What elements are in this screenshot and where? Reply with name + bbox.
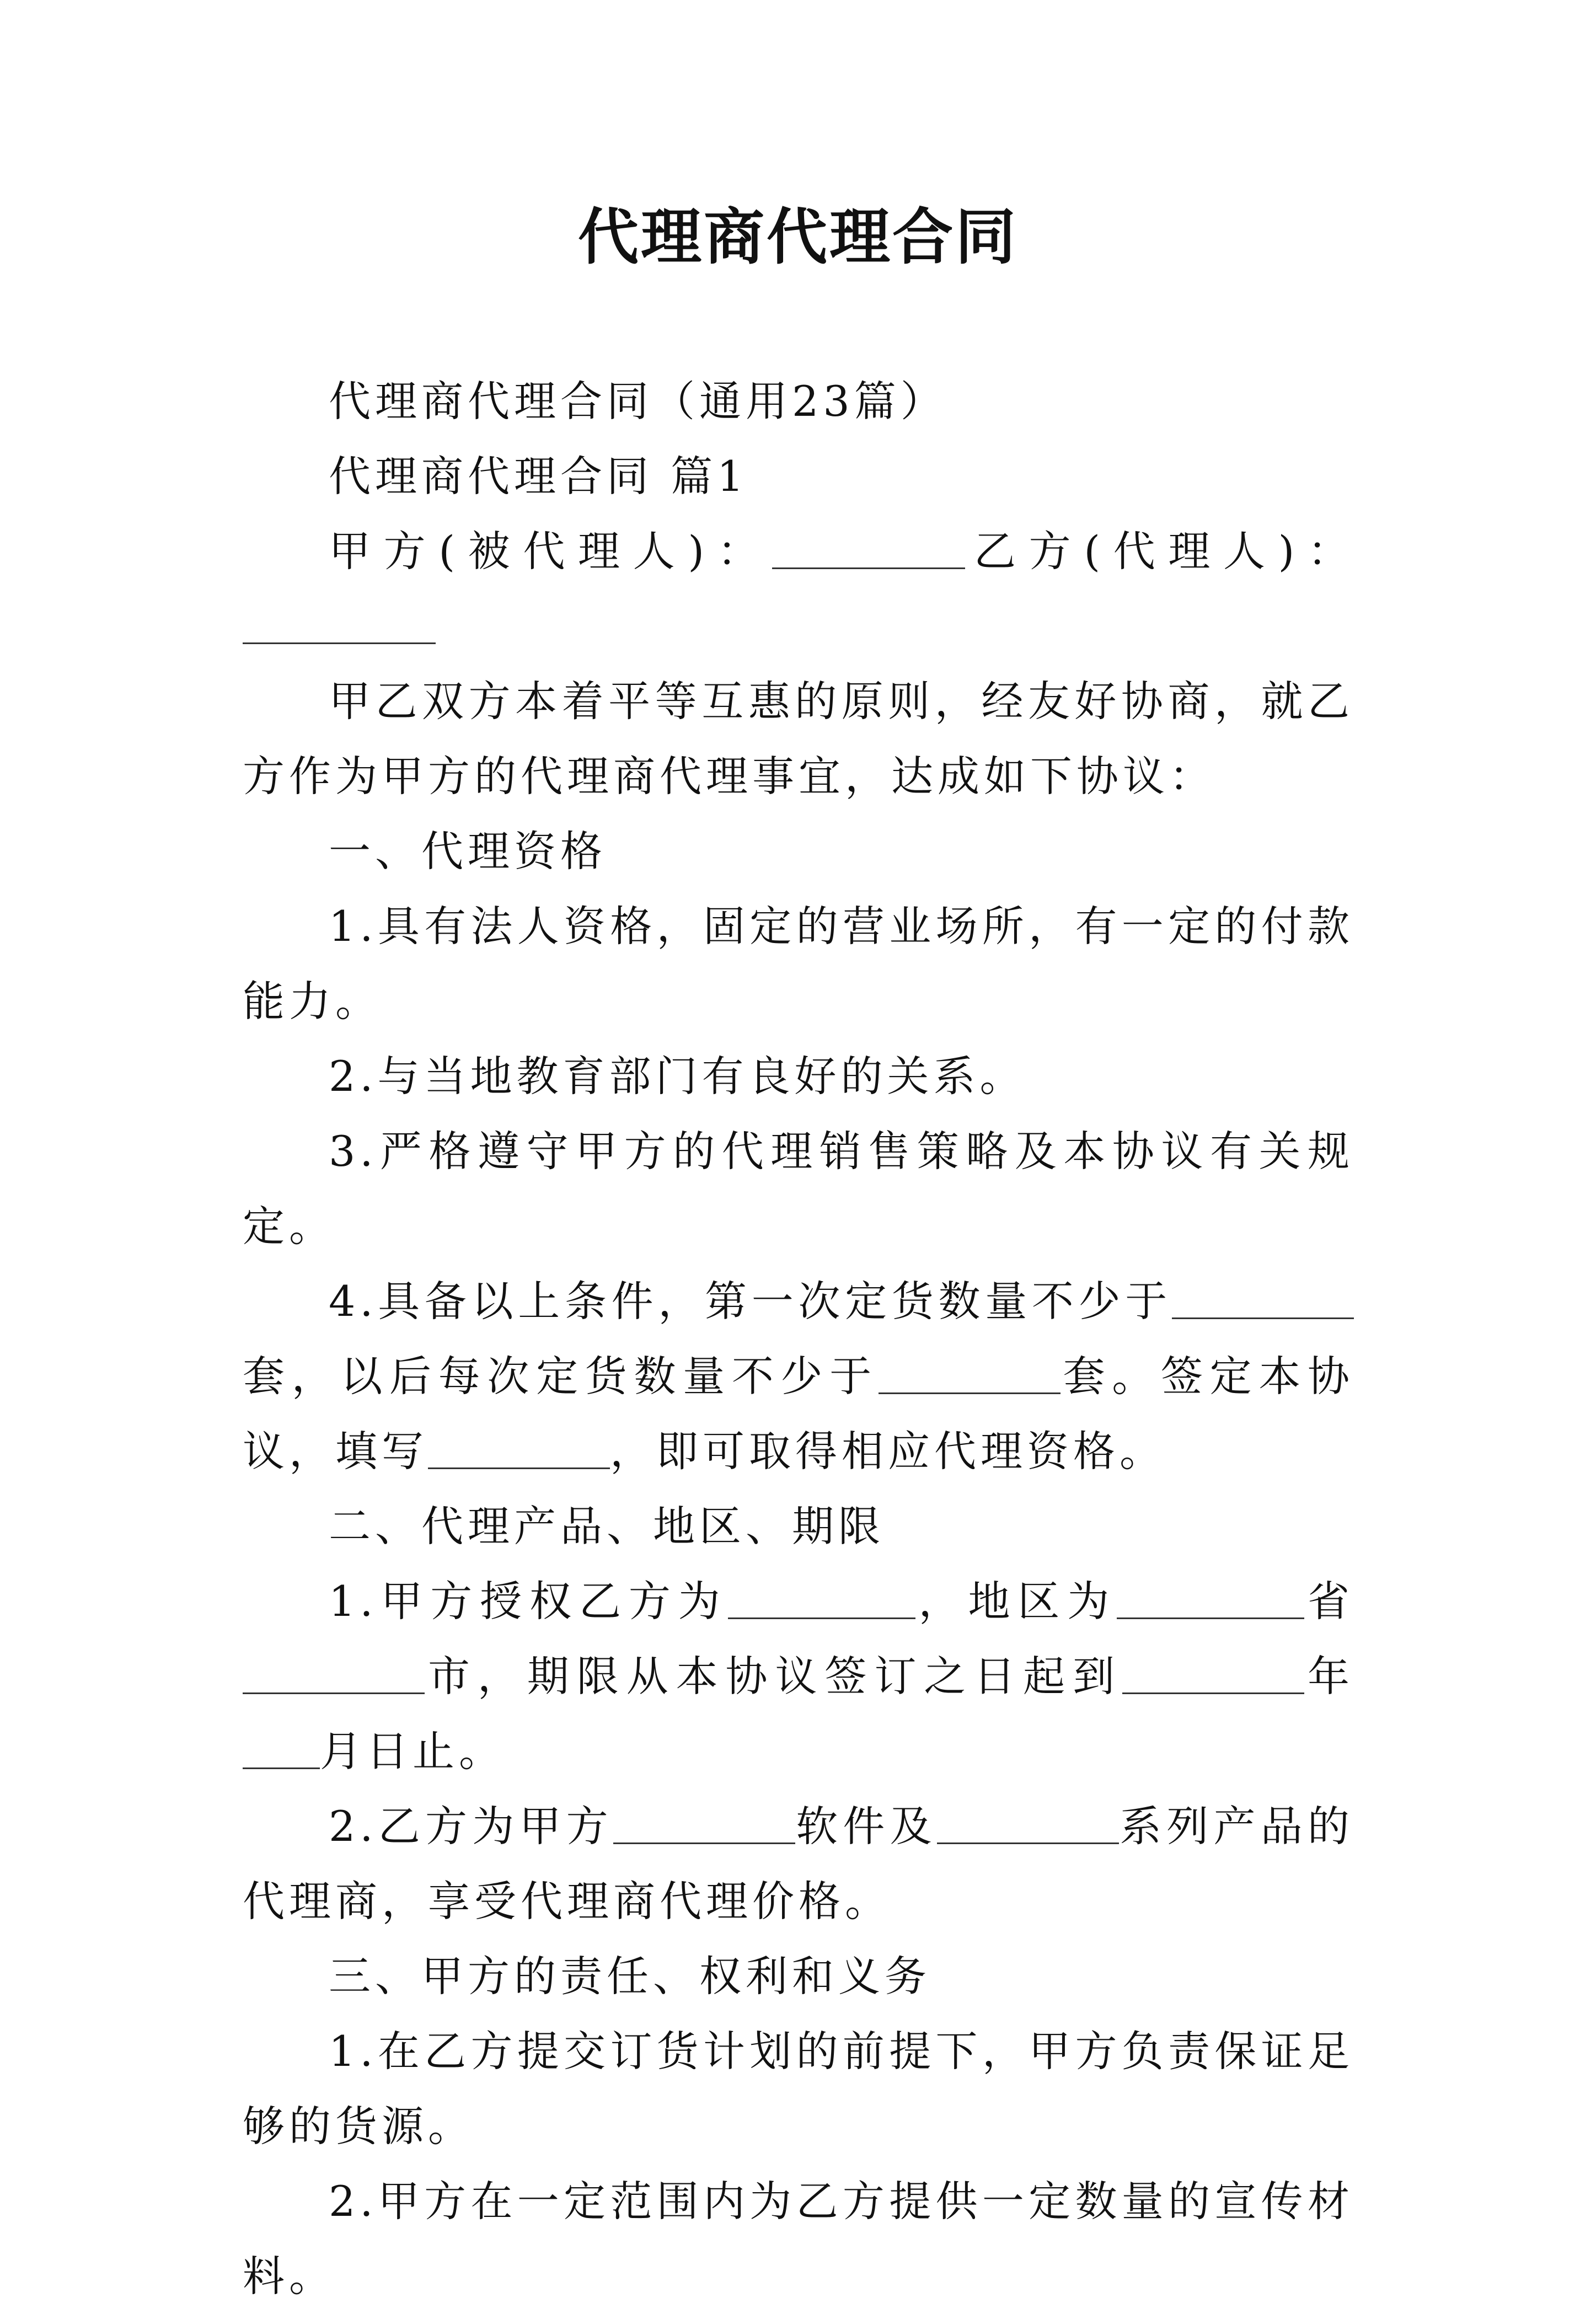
party-a-blank xyxy=(772,532,965,569)
month-blank xyxy=(243,1732,320,1769)
fill-in-blank xyxy=(428,1432,610,1469)
party-b-label: 乙方(代理人)： xyxy=(965,527,1354,576)
sec2-item1-text-c: 省 xyxy=(1304,1577,1354,1626)
authorized-role-blank xyxy=(728,1582,915,1619)
sec1-item4-text-b: 套，以后每次定货数量不少于 xyxy=(243,1352,879,1401)
sec1-item4-text-a: 4.具备以上条件，第一次定货数量不少于 xyxy=(329,1277,1172,1326)
sec3-item2: 2.甲方在一定范围内为乙方提供一定数量的宣传材料。 xyxy=(243,2177,1354,2301)
sec2-item1-text-a: 1.甲方授权乙方为 xyxy=(329,1577,728,1626)
sec2-item1-text-e: 年 xyxy=(1304,1652,1354,1701)
sec2-item1-text-f: 月日止。 xyxy=(320,1727,505,1776)
document-body xyxy=(243,364,1354,2314)
sec2-item2-text-c: 系列产品的代理商，享受代理商代理价格。 xyxy=(243,1802,1354,1926)
province-blank xyxy=(1117,1582,1304,1619)
sec2-item1-text-d: 市，期限从本协议签订之日起到 xyxy=(425,1652,1123,1701)
software-blank xyxy=(613,1807,795,1844)
sec2-heading: 二、代理产品、地区、期限 xyxy=(329,1502,885,1551)
sec1-item4 xyxy=(243,1264,1354,1489)
sec3-item1: 1.在乙方提交订货计划的前提下，甲方负责保证足够的货源。 xyxy=(243,2027,1354,2151)
sec1-item4-text-d: ，即可取得相应代理资格。 xyxy=(610,1427,1166,1476)
sec1-item3: 3.严格遵守甲方的代理销售策略及本协议有关规定。 xyxy=(243,1127,1354,1251)
sec2-item2-text-a: 2.乙方为甲方 xyxy=(329,1802,613,1851)
city-blank xyxy=(243,1657,425,1694)
sec2-item2-text-b: 软件及 xyxy=(795,1802,937,1851)
sec2-item2 xyxy=(243,1789,1354,1939)
sec3-heading: 三、甲方的责任、权利和义务 xyxy=(329,1952,931,2001)
sec2-item1-text-b: ，地区为 xyxy=(915,1577,1117,1626)
later-order-qty-blank xyxy=(879,1357,1061,1394)
intro-paragraph: 甲乙双方本着平等互惠的原则，经友好协商，就乙方作为甲方的代理商代理事宜，达成如下协议： xyxy=(243,677,1354,801)
section-heading: 代理商代理合同 篇1 xyxy=(329,452,748,501)
product-series-blank xyxy=(937,1807,1119,1844)
sec2-item1 xyxy=(243,1564,1354,1789)
document-subtitle: 代理商代理合同（通用23篇） xyxy=(329,377,947,426)
parties-line xyxy=(243,514,1354,664)
party-a-label: 甲方(被代理人)： xyxy=(329,527,773,576)
party-b-blank xyxy=(243,607,436,644)
sec1-item4-text-c: 套。签定本协议，填写 xyxy=(243,1352,1354,1476)
year-blank xyxy=(1122,1657,1304,1694)
sec1-item2: 2.与当地教育部门有良好的关系。 xyxy=(329,1052,1026,1101)
first-order-qty-blank xyxy=(1172,1282,1354,1319)
page-title: 代理商代理合同 xyxy=(578,202,1018,272)
sec1-item1: 1.具有法人资格，固定的营业场所，有一定的付款能力。 xyxy=(243,902,1354,1026)
sec1-heading: 一、代理资格 xyxy=(329,827,607,876)
